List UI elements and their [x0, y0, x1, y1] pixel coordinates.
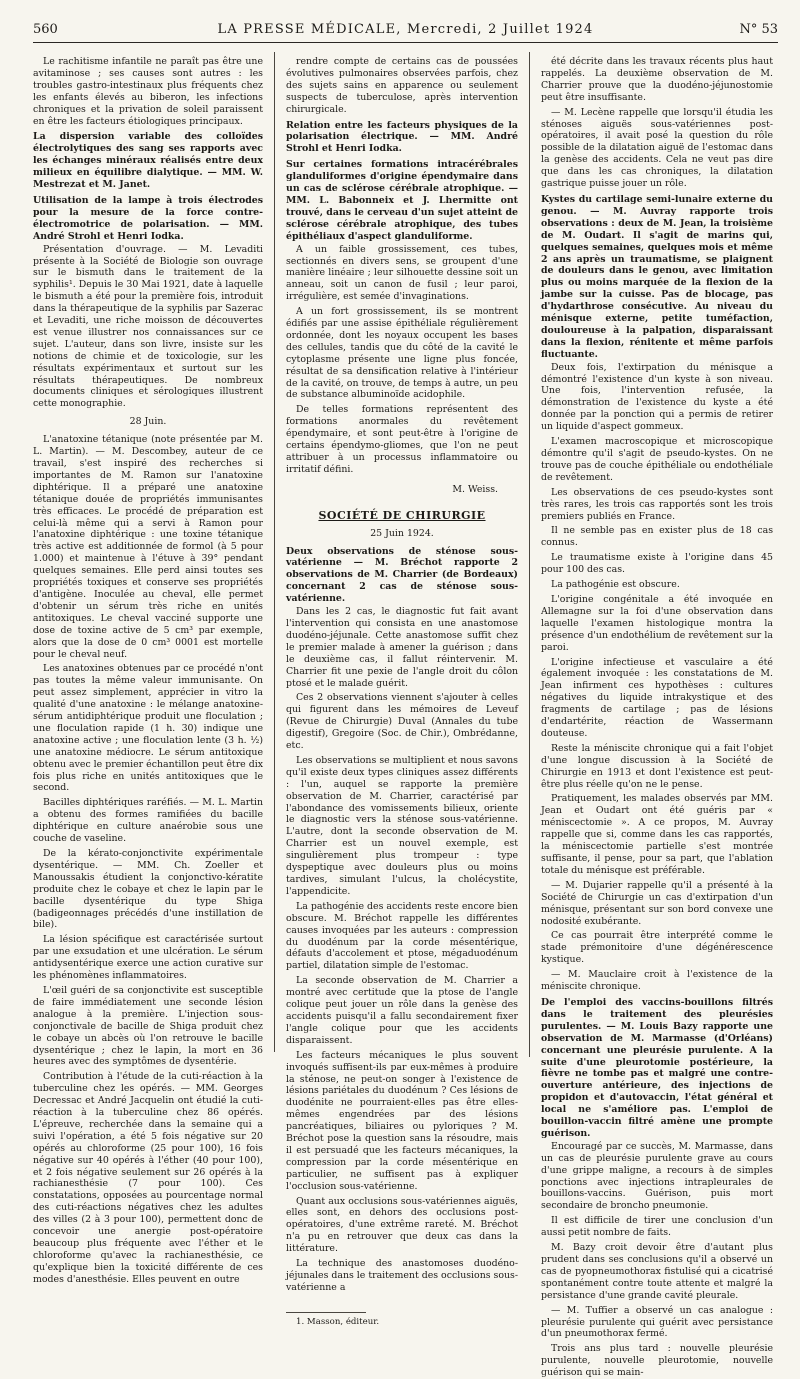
- paragraph: — M. Dujarier rappelle qu'il a présenté à la Société de Chirurgie un cas d'extirpation d'un ménisque, présentant sur son bord convexe une nodosité exubérante.: [541, 879, 773, 927]
- paragraph: La technique des anastomoses duodéno-jéjunales dans le traitement des occlusions sous-vatérienne a: [286, 1258, 518, 1293]
- session-date: 25 Juin 1924.: [370, 527, 434, 539]
- paragraph: Il est difficile de tirer une conclusion d'un aussi petit nombre de faits.: [541, 1215, 773, 1239]
- paragraph: Il ne semble pas en exister plus de 18 cas connus.: [541, 525, 773, 549]
- author-signature: M. Weiss.: [452, 483, 498, 495]
- paragraph: été décrite dans les travaux récents plus haut rappelés. La deuxième observation de M. Charrier prouve que la duodéno-jéjunostomie peut être insuffisante.: [541, 56, 773, 103]
- paragraph: Présentation d'ouvrage. — M. Levaditi présente à la Société de Biologie son ouvrage sur le bismuth dans le traitement de la syphilis¹. Depuis le 30 Mai 1921, date à laquelle le bismuth a été pour la première fois, introduit dans la thérapeutique de la syphilis par Sazerac et Levaditi, une riche moisson de découvertes est venue illustrer nos connaissances sur ce sujet. L'auteur, dans son livre, insiste sur les notions de chimie et de toxicologie, sur les résultats expérimentaux et surtout sur les résultats thérapeutiques. De nombreux documents cliniques et sérologiques illustrent cette monographie.: [33, 243, 263, 410]
- paragraph: Les facteurs mécaniques le plus souvent invoqués suffisent-ils par eux-mêmes à produire la sténose, ne peut-on songer à l'existence de lésions pariétales du duodénum ? Ces lésions de duodénite ne pourraient-elles pas être elles-mêmes engendrées par des lésions pancréatiques, biliaires ou pyloriques ? M. Bréchot pose la question sans la résoudre, mais il est persuadé que les facteurs mécaniques, la compression par la corde mésentérique en particulier, ne suffisent pas à expliquer l'occlusion sous-vatérienne.: [286, 1049, 518, 1192]
- section-title: SOCIÉTÉ DE CHIRURGIE: [318, 508, 486, 522]
- paragraph: Deux fois, l'extirpation du ménisque a démontré l'existence d'un kyste à son niveau. Une fois, l'intervention refusée, la démonstration de l'existence du kyste a été donnée par la ponction qui a permis de retirer un liquide d'aspect gommeux.: [541, 361, 773, 433]
- paragraph: Encouragé par ce succès, M. Marmasse, dans un cas de pleurésie purulente grave au cours d'une grippe maligne, a recours à de simples ponctions avec injections intrapleurales de bouillons-vaccins. Guérison, puis mort secondaire de broncho pneumonie.: [541, 1140, 773, 1212]
- page-header: [33, 20, 778, 43]
- paragraph: De telles formations représentent des formations anormales du revêtement épendymaire, et sont peut-être à l'origine de certains épendymo-gliomes, que l'on ne peut attribuer à un processus inflammatoire ou irritatif défini.: [286, 404, 518, 475]
- paragraph: A un fort grossissement, ils se montrent édifiés par une assise épithéliale régulièrement ordonnée, dont les noyaux occupent les bases des cellules, tandis que du côté de la cavité le cytoplasme présente une ligne plus foncée, résultat de sa densification relative à l'intérieur de la cavité, on trouve, de temps à autre, un peu de substance albuminoïde acidophile.: [286, 306, 518, 401]
- paragraph: A un faible grossissement, ces tubes, sectionnés en divers sens, se groupent d'une manière linéaire ; leur silhouette dessine soit un anneau, soit un canon de fusil ; leur paroi, irrégulière, est semée d'invaginations.: [286, 243, 518, 303]
- paragraph: Les observations de ces pseudo-kystes sont très rares, les trois cas rapportés sont les trois premiers publiés en France.: [541, 486, 773, 522]
- article-heading: Relation entre les facteurs physiques de la polarisation électrique. — MM. André Strohl et Henri Iodka.: [286, 119, 518, 155]
- paragraph: — M. Tuffier a observé un cas analogue : pleurésie purulente qui guérit avec persistance d'un pneumothorax fermé.: [541, 1304, 773, 1340]
- paragraph: De la kérato-conjonctivite expérimentale dysentérique. — MM. Ch. Zoeller et Manoussakis étudient la conjonctivo-kératite produite chez le cobaye et chez le lapin par le bacille dysentérique du type Shiga (badigeonnages précédés d'une instillation de bile).: [33, 848, 263, 931]
- paragraph: — M. Lecène rappelle que lorsqu'il étudia les sténoses aiguës sous-vatériennes post-opératoires, il avait posé la question du rôle possible de la dilatation aiguë de l'estomac dans la genèse des accidents. Cela ne veut pas dire que dans les cas chroniques, la dilatation gastrique puisse jouer un rôle.: [541, 106, 773, 190]
- article-heading: Deux observations de sténose sous-vatérienne — M. Bréchot rapporte 2 observations de M. Charrier (de Bordeaux) concernant 2 cas de sténose sous-vatérienne.: [286, 545, 518, 605]
- paragraph: Les anatoxines obtenues par ce procédé n'ont pas toutes la même valeur immunisante. On peut assez simplement, apprécier in vitro la qualité d'une anatoxine : le mélange anatoxine-sérum antidiphtérique produit une floculation ; une floculation rapide (1 h. 30) indique une anatoxine active ; une floculation lente (3 h. ½) une anatoxine médiocre. Le sérum antitoxique obtenu avec le premier échantillon peut être dix fois plus riche en unités antitoxiques que le second.: [33, 663, 263, 794]
- paragraph: L'examen macroscopique et microscopique démontre qu'il s'agit de pseudo-kystes. On ne trouve pas de couche épithéliale ou endothéliale de revêtement.: [541, 436, 773, 483]
- article-heading: Utilisation de la lampe à trois électrodes pour la mesure de la force contre-électromotrice de polarisation. — MM. André Strohl et Henri Iodka.: [33, 194, 263, 242]
- column-divider: [274, 52, 275, 1052]
- paragraph: Bacilles diphtériques raréfiés. — M. L. Martin a obtenu des formes ramifiées du bacille diphtérique en culture anaérobie sous une couche de vaseline.: [33, 797, 263, 845]
- column-middle: [286, 56, 518, 1327]
- paragraph: L'origine congénitale a été invoquée en Allemagne sur la foi d'une observation dans laquelle l'examen histologique montra la présence d'un endothélium de revêtement sur la paroi.: [541, 593, 773, 653]
- paragraph: L'œil guéri de sa conjonctivite est susceptible de faire immédiatement une seconde lésion analogue à la première. L'injection sous-conjonctivale de bacille de Shiga produit chez le cobaye un abcès où l'on retrouve le bacille dysentérique ; chez le lapin, la mort en 36 heures avec des symptômes de dysentérie.: [33, 984, 263, 1068]
- footnote-rule: [286, 1312, 366, 1313]
- paragraph: Ces 2 observations viennent s'ajouter à celles qui figurent dans les mémoires de Leveuf (Revue de Chirurgie) Duval (Annales du tube digestif), Gregoire (Soc. de Chir.), Ombrédanne, etc.: [286, 692, 518, 752]
- paragraph: M. Bazy croit devoir être d'autant plus prudent dans ses conclusions qu'il a observé un cas de pyopneumothorax fistulisé qui a cicatrisé spontanément contre toute attente et malgré la persistance d'une grande cavité pleurale.: [541, 1242, 773, 1301]
- journal-title: LA PRESSE MÉDICALE, Mercredi, 2 Juillet 1924: [217, 22, 594, 37]
- column-right: [541, 56, 773, 1379]
- article-heading: La dispersion variable des colloïdes électrolytiques des sang ses rapports avec les échanges minéraux réalisés entre deux milieux en équilibre dialytique. — MM. W. Mestrezat et M. Janet.: [33, 131, 263, 191]
- paragraph: La pathogénie des accidents reste encore bien obscure. M. Bréchot rappelle les différentes causes invoquées par les auteurs : compression du duodénum par la corde mésentérique, défauts d'accolement et ptose, mégaduodénum partiel, dilatation simple de l'estomac.: [286, 900, 518, 972]
- paragraph: Le traumatisme existe à l'origine dans 45 pour 100 des cas.: [541, 552, 773, 576]
- session-date: 28 Juin.: [129, 416, 167, 428]
- footnote: 1. Masson, éditeur.: [296, 1316, 380, 1327]
- paragraph: — M. Mauclaire croit à l'existence de la méniscite chronique.: [541, 969, 773, 993]
- paragraph: Reste la méniscite chronique qui a fait l'objet d'une longue discussion à la Société de Chirurgie en 1913 et dont l'existence est peut-être plus réelle qu'on ne le pense.: [541, 742, 773, 790]
- article-heading: De l'emploi des vaccins-bouillons filtrés dans le traitement des pleurésies purulentes. — M. Louis Bazy rapporte une observation de M. Marmasse (d'Orléans) concernant une pleurésie purulente. A la suite d'une pleurotomie postérieure, la fièvre ne tombe pas et malgré une contre-ouverture antérieure, des injections de propidon et d'autovaccin, l'état général et local ne s'améliore pas. L'emploi de bouillon-vaccin filtré amène une prompte guérison.: [541, 996, 773, 1139]
- paragraph: Quant aux occlusions sous-vatériennes aiguës, elles sont, en dehors des occlusions post-opératoires, d'une extrême rareté. M. Bréchot n'a pu en retrouver que deux cas dans la littérature.: [286, 1195, 518, 1255]
- paragraph: L'origine infectieuse et vasculaire a été également invoquée : les constatations de M. Jean infirment ces hypothèses : cultures négatives du liquide intrakystique et des fragments de cartilage ; pas de lésions d'endartérite, réaction de Wassermann douteuse.: [541, 656, 773, 739]
- article-heading: Kystes du cartilage semi-lunaire externe du genou. — M. Auvray rapporte trois observations : deux de M. Jean, la troisième de M. Oudart. Il s'agit de marins qui, quelques semaines, quelques mois et même 2 ans après un traumatisme, se plaignent de douleurs dans le genou, avec limitation plus ou moins marquée de la flexion de la jambe sur la cuisse. Pas de blocage, pas d'hydarthrose consécutive. Au niveau du ménisque externe, petite tuméfaction, douloureuse à la palpation, disparaissant dans la flexion, rénitente et même parfois fluctuante.: [541, 193, 773, 360]
- paragraph: Trois ans plus tard : nouvelle pleurésie purulente, nouvelle pleurotomie, nouvelle guérison qui se main-: [541, 1343, 773, 1379]
- paragraph: rendre compte de certains cas de poussées évolutives pulmonaires observées parfois, chez des sujets sains en apparence ou seulement suspects de tuberculose, après intervention chirurgicale.: [286, 56, 518, 115]
- paragraph: Contribution à l'étude de la cuti-réaction à la tuberculine chez les opérés. — MM. Georges Decressac et André Jacquelin ont étudié la cuti-réaction à la tuberculine chez 86 opérés. L'épreuve, recherchée dans la semaine qui a suivi l'opération, a été 5 fois négative sur 20 opérés au chloroforme (25 pour 100), 16 fois négative sur 40 opérés à l'éther (40 pour 100), et 2 fois négative seulement sur 26 opérés à la rachianesthésie (7 pour 100). Ces constatations, opposées au pourcentage normal des cuti-réactions négatives chez les adultes des villes (2 à 3 pour 100), permettent donc de concevoir une anergie post-opératoire beaucoup plus fréquente avec l'éther et le chloroforme qu'avec la rachianesthésie, ce qu'explique bien la toxicité différente de ces modes d'anesthésie. Elles peuvent en outre: [33, 1071, 263, 1285]
- paragraph: La lésion spécifique est caractérisée surtout par une exsudation et une ulcération. Le sérum antidysentérique exerce une action curative sur les phénomènes inflammatoires.: [33, 934, 263, 982]
- paragraph: La seconde observation de M. Charrier a montré avec certitude que la ptose de l'angle colique peut jouer un rôle dans la genèse des accidents puisqu'il a fallu secondairement fixer l'angle colique pour que les accidents disparaissent.: [286, 975, 518, 1046]
- paragraph: Pratiquement, les malades observés par MM. Jean et Oudart ont été guéris par « méniscectomie ». A ce propos, M. Auvray rappelle que si, comme dans les cas rapportés, la méniscectomie partielle s'est montrée suffisante, il pense, pour sa part, que l'ablation totale du ménisque est préférable.: [541, 793, 773, 876]
- column-left: [33, 56, 263, 1285]
- paragraph: Les observations se multiplient et nous savons qu'il existe deux types cliniques assez différents : l'un, auquel se rapporte la première observation de M. Charrier, caractérisé par l'abondance des vomissements bilieux, oriente le diagnostic vers la sténose sous-vatérienne. L'autre, dont la seconde observation de M. Charrier est un nouvel exemple, est singulièrement plus trompeur : type dyspeptique avec douleurs plus ou moins tardives, simulant l'ulcus, la cholécystite, l'appendicite.: [286, 754, 518, 897]
- column-divider: [529, 52, 530, 1057]
- paragraph: Ce cas pourrait être interprété comme le stade prémonitoire d'une dégénérescence kystique.: [541, 930, 773, 966]
- paragraph: L'anatoxine tétanique (note présentée par M. L. Martin). — M. Descombey, auteur de ce travail, s'est inspiré des recherches si importantes de M. Ramon sur l'anatoxine diphtérique. Il a préparé une anatoxine tétanique douée de propriétés immunisantes très efficaces. Le procédé de préparation est celui-là même qui a servi à Ramon pour l'anatoxine diphtérique : une toxine tétanique très active est additionnée de formol (à 5 pour 1.000) et maintenue à l'étuve à 39° pendant quelques semaines. Elle perd ainsi toutes ses propriétés toxiques et conserve ses propriétés d'antigène. Inoculée au cheval, elle permet d'obtenir un sérum très riche en unités antitoxiques. Le cheval vacciné supporte une dose de toxine active de 5 cm³ par exemple, alors que la dose de 0 cm³ 0001 est mortelle pour le cheval neuf.: [33, 434, 263, 660]
- page-number: 560: [33, 22, 58, 37]
- article-heading: Sur certaines formations intracérébrales glanduliformes d'origine épendymaire dans un cas de sclérose cérébrale atrophique. — MM. L. Babonneix et J. Lhermitte ont trouvé, dans le cerveau d'un sujet atteint de sclérose cérébrale atrophique, des tubes épithéliaux d'aspect glanduliforme.: [286, 159, 518, 242]
- paragraph: Dans les 2 cas, le diagnostic fut fait avant l'intervention qui consista en une anastomose duodéno-jéjunale. Cette anastomose suffit chez le premier malade à amener la guérison ; dans le deuxième cas, il fallut réintervenir. M. Charrier fit une pexie de l'angle droit du côlon ptosé et le malade guérit.: [286, 606, 518, 689]
- paragraph: Le rachitisme infantile ne paraît pas être une avitaminose ; ses causes sont autres : les troubles gastro-intestinaux plus fréquents chez les enfants élevés au biberon, les infections chroniques et la privation de soleil paraissent en être les facteurs étiologiques principaux.: [33, 56, 263, 127]
- paragraph: La pathogénie est obscure.: [551, 579, 680, 591]
- issue-number: N° 53: [739, 22, 778, 37]
